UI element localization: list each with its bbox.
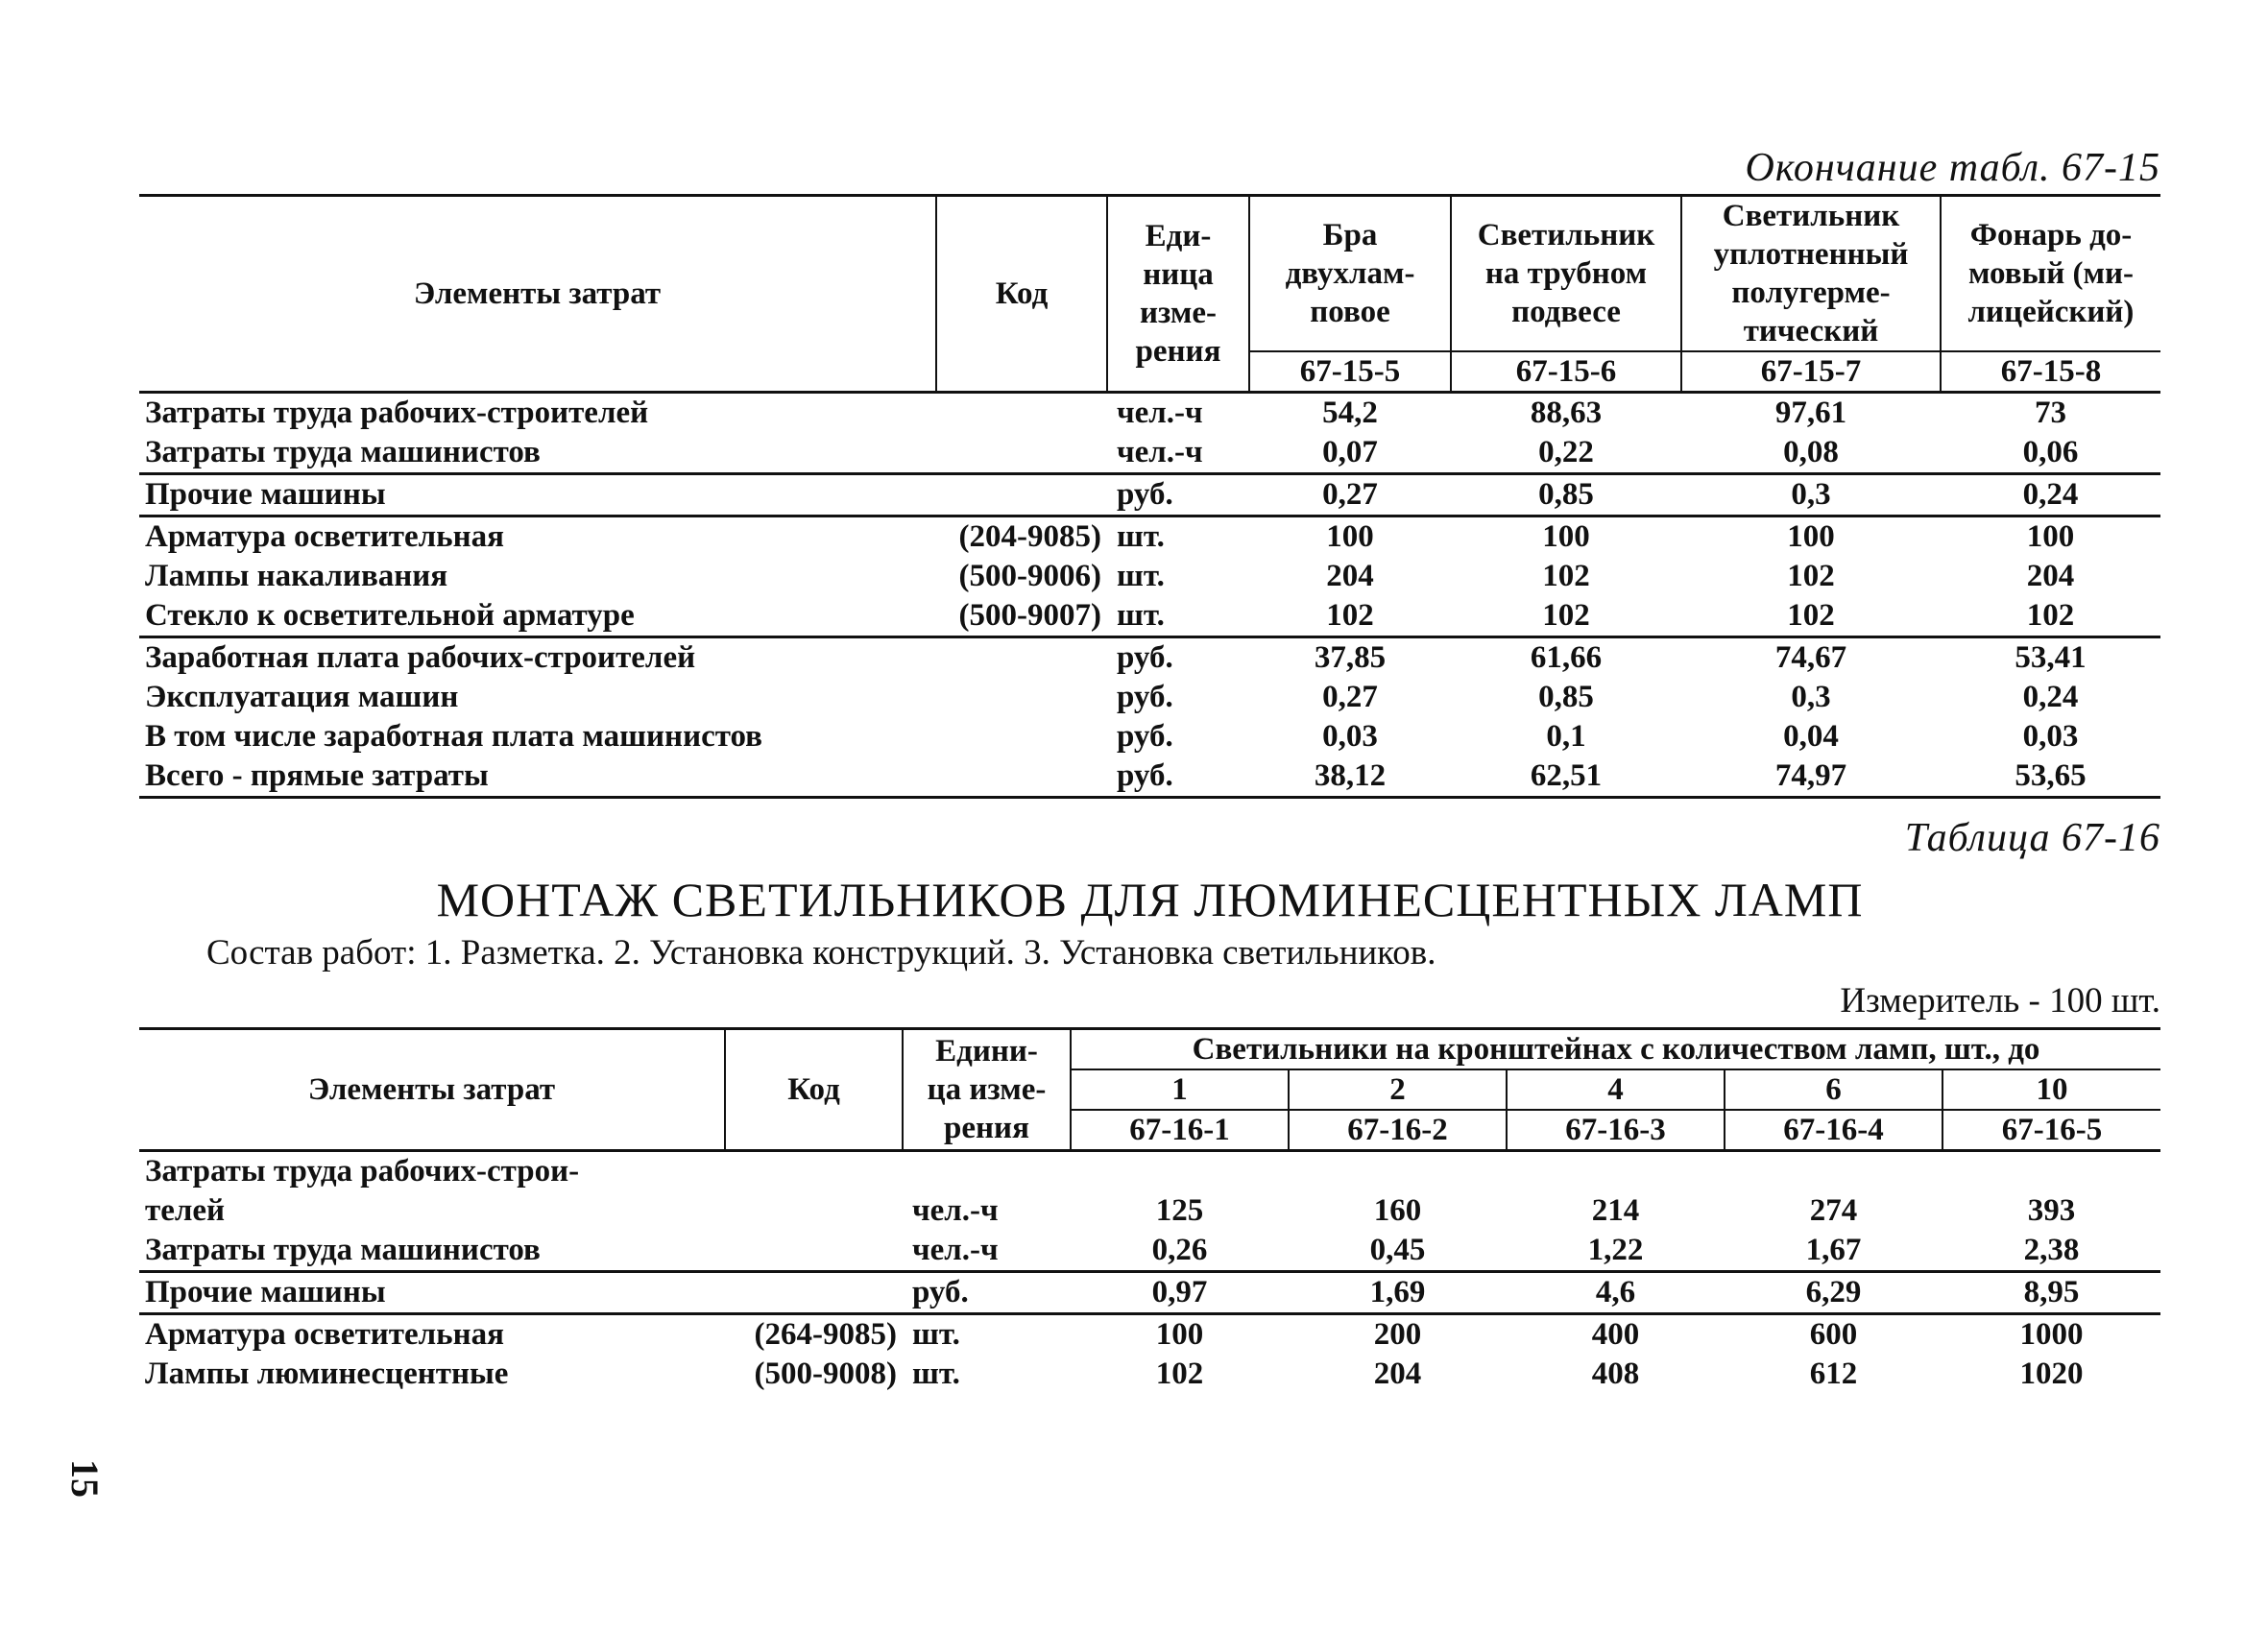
cell-value: 200: [1289, 1314, 1507, 1356]
header-col-1: Бра двухлам- повое: [1249, 196, 1451, 352]
cell-value: 0,85: [1538, 680, 1594, 714]
cell-value: 400: [1507, 1314, 1725, 1356]
row-unit: шт.: [1107, 516, 1249, 558]
cell-value: 100: [1941, 516, 2160, 558]
row-unit: руб.: [1117, 758, 1173, 793]
table-row: [139, 756, 2160, 798]
work-composition: Состав работ: 1. Разметка. 2. Установка конструкций. 3. Установка светильников.: [206, 933, 1436, 973]
header-code-2: 67-16-2: [1289, 1110, 1507, 1151]
table-row: [139, 596, 2160, 637]
row-unit: руб.: [1117, 680, 1173, 714]
header-code-4: 67-15-8: [1941, 351, 2160, 393]
row-unit: шт.: [912, 1357, 960, 1391]
row-unit: шт.: [1117, 598, 1165, 633]
cell-value: 6,29: [1725, 1272, 1942, 1314]
header-lamps-5: 10: [1942, 1069, 2160, 1110]
header-elements: Элементы затрат: [307, 1072, 556, 1107]
cell-value: 88,63: [1530, 396, 1603, 430]
row-name: Прочие машины: [139, 474, 936, 516]
table-row: [139, 1355, 2160, 1394]
table-row: [139, 1231, 2160, 1272]
row-code: (204-9085): [936, 516, 1107, 558]
row-unit: шт.: [903, 1314, 1071, 1356]
cell-value: 214: [1591, 1193, 1640, 1228]
table-row: [139, 1151, 2160, 1192]
table-row: [139, 637, 2160, 679]
cell-value: 97,61: [1774, 396, 1847, 430]
cell-value: 100: [1249, 516, 1451, 558]
cell-value: 102: [1155, 1357, 1204, 1391]
cell-value: 204: [1326, 559, 1374, 593]
row-name: Арматура осветительная: [139, 1314, 725, 1356]
cell-value: 0,27: [1249, 474, 1451, 516]
cell-value: 600: [1725, 1314, 1942, 1356]
header-code-2: 67-15-6: [1451, 351, 1681, 393]
row-name-line1: Затраты труда рабочих-строи-: [145, 1154, 580, 1189]
row-name: Всего - прямые затраты: [145, 758, 489, 793]
cell-value: 0,07: [1322, 435, 1378, 469]
cell-value: 100: [1681, 516, 1941, 558]
row-name: Затраты труда рабочих-строителей: [145, 396, 649, 430]
header-lamps-1: 1: [1071, 1069, 1289, 1110]
cell-value: 0,08: [1783, 435, 1839, 469]
cell-value: 1,69: [1289, 1272, 1507, 1314]
cell-value: 0,22: [1538, 435, 1594, 469]
header-lamps-2: 2: [1289, 1069, 1507, 1110]
header-lamps-3: 4: [1507, 1069, 1725, 1110]
row-code: [936, 717, 1107, 756]
cell-value: 53,65: [2015, 758, 2087, 793]
header-col-2: Светильник на трубном подвесе: [1451, 196, 1681, 352]
row-code: [725, 1272, 903, 1314]
table-67-15: [139, 194, 2160, 799]
header-unit: Едини- ца изме- рения: [903, 1029, 1071, 1151]
cell-value: 125: [1155, 1193, 1204, 1228]
cell-value: 102: [2026, 598, 2075, 633]
header-col-4: Фонарь до- мовый (ми- лицейский): [1941, 196, 2160, 352]
cell-value: 0,26: [1151, 1233, 1208, 1267]
row-code: (500-9007): [958, 598, 1101, 633]
row-code: [936, 678, 1107, 717]
table-row: [139, 717, 2160, 756]
cell-value: 0,3: [1681, 474, 1941, 516]
table2-caption: Таблица 67-16: [1904, 816, 2160, 860]
header-code-4: 67-16-4: [1725, 1110, 1942, 1151]
row-unit: руб.: [1107, 637, 1249, 679]
cell-value: 37,85: [1249, 637, 1451, 679]
table-row: [139, 474, 2160, 516]
cell-value: 73: [2035, 396, 2066, 430]
cell-value: 0,85: [1451, 474, 1681, 516]
row-code: (500-9006): [958, 559, 1101, 593]
row-unit: руб.: [1117, 719, 1173, 754]
row-name: Затраты труда машинистов: [145, 1233, 541, 1267]
cell-value: 102: [1787, 559, 1835, 593]
row-code: [725, 1191, 903, 1231]
cell-value: 62,51: [1530, 758, 1603, 793]
cell-value: 274: [1809, 1193, 1858, 1228]
row-name: Лампы люминесцентные: [145, 1357, 509, 1391]
cell-value: 0,03: [1322, 719, 1378, 754]
row-name: Затраты труда машинистов: [145, 435, 541, 469]
cell-value: 74,97: [1774, 758, 1847, 793]
cell-value: 0,04: [1783, 719, 1839, 754]
cell-value: 204: [2026, 559, 2075, 593]
row-name: Лампы накаливания: [145, 559, 448, 593]
cell-value: 100: [1451, 516, 1681, 558]
row-unit: шт.: [1117, 559, 1165, 593]
cell-value: 74,67: [1681, 637, 1941, 679]
section-title: МОНТАЖ СВЕТИЛЬНИКОВ ДЛЯ ЛЮМИНЕСЦЕНТНЫХ ЛАМП: [436, 873, 1864, 926]
cell-value: 4,6: [1507, 1272, 1725, 1314]
header-elements: Элементы затрат: [413, 276, 662, 311]
cell-value: 2,38: [2023, 1233, 2080, 1267]
table-67-16: [139, 1027, 2160, 1394]
table-row: [139, 516, 2160, 558]
row-name: Прочие машины: [139, 1272, 725, 1314]
cell-value: 0,24: [2022, 680, 2079, 714]
header-code-3: 67-15-7: [1681, 351, 1941, 393]
table-row: [139, 678, 2160, 717]
row-unit: руб.: [903, 1272, 1071, 1314]
row-code: (264-9085): [725, 1314, 903, 1356]
row-name-line2: телей: [145, 1193, 226, 1228]
header-code-5: 67-16-5: [1942, 1110, 2160, 1151]
table-row: [139, 1272, 2160, 1314]
document-page: [139, 144, 2160, 1394]
cell-value: 1000: [1942, 1314, 2160, 1356]
cell-value: 102: [1542, 598, 1590, 633]
measure-unit: Измеритель - 100 шт.: [1840, 981, 2160, 1021]
row-unit: чел.-ч: [1117, 435, 1203, 469]
header-unit: Еди- ница изме- рения: [1107, 196, 1249, 393]
row-name: Заработная плата рабочих-строителей: [139, 637, 936, 679]
header-code: Код: [725, 1029, 903, 1151]
row-code: (500-9008): [754, 1357, 897, 1391]
header-code-1: 67-16-1: [1071, 1110, 1289, 1151]
row-name: Арматура осветительная: [139, 516, 936, 558]
row-name: В том числе заработная плата машинистов: [145, 719, 763, 754]
cell-value: 102: [1542, 559, 1590, 593]
row-code: [936, 637, 1107, 679]
table-row: [139, 433, 2160, 474]
cell-value: 204: [1373, 1357, 1422, 1391]
table-row: [139, 1314, 2160, 1356]
cell-value: 0,03: [2022, 719, 2079, 754]
cell-value: 0,27: [1322, 680, 1378, 714]
cell-value: 0,06: [2022, 435, 2079, 469]
row-name: Стекло к осветительной арматуре: [145, 598, 635, 633]
table-row: [139, 557, 2160, 596]
cell-value: 8,95: [1942, 1272, 2160, 1314]
row-unit: чел.-ч: [1117, 396, 1203, 430]
row-unit: чел.-ч: [912, 1193, 999, 1228]
cell-value: 0,24: [1941, 474, 2160, 516]
cell-value: 61,66: [1451, 637, 1681, 679]
header-group: Светильники на кронштейнах с количеством ламп, шт., до: [1071, 1029, 2160, 1070]
cell-value: 1020: [2019, 1357, 2084, 1391]
cell-value: 0,1: [1546, 719, 1586, 754]
cell-value: 38,12: [1314, 758, 1387, 793]
cell-value: 100: [1071, 1314, 1289, 1356]
header-col-3: Светильник уплотненный полугерме- тический: [1681, 196, 1941, 352]
table1-caption: Окончание табл. 67-15: [1745, 146, 2160, 190]
row-code: [936, 433, 1107, 474]
cell-value: 54,2: [1322, 396, 1378, 430]
cell-value: 0,97: [1071, 1272, 1289, 1314]
row-code: [725, 1231, 903, 1272]
page-number: 15: [63, 1459, 107, 1498]
row-unit: чел.-ч: [912, 1233, 999, 1267]
cell-value: 53,41: [1941, 637, 2160, 679]
cell-value: 0,45: [1369, 1233, 1426, 1267]
cell-value: 1,22: [1587, 1233, 1644, 1267]
header-lamps-4: 6: [1725, 1069, 1942, 1110]
cell-value: 0,3: [1791, 680, 1831, 714]
cell-value: 102: [1326, 598, 1374, 633]
row-code: [936, 756, 1107, 798]
cell-value: 160: [1373, 1193, 1422, 1228]
cell-value: 612: [1809, 1357, 1858, 1391]
table-row: [139, 393, 2160, 434]
row-name: Эксплуатация машин: [145, 680, 459, 714]
header-code-1: 67-15-5: [1249, 351, 1451, 393]
cell-value: 393: [2027, 1193, 2076, 1228]
row-code: [936, 474, 1107, 516]
table-row: [139, 1191, 2160, 1231]
cell-value: 408: [1591, 1357, 1640, 1391]
cell-value: 1,67: [1805, 1233, 1862, 1267]
header-code-3: 67-16-3: [1507, 1110, 1725, 1151]
cell-value: 102: [1787, 598, 1835, 633]
row-unit: руб.: [1107, 474, 1249, 516]
header-code: Код: [936, 196, 1107, 393]
row-code: [936, 393, 1107, 434]
